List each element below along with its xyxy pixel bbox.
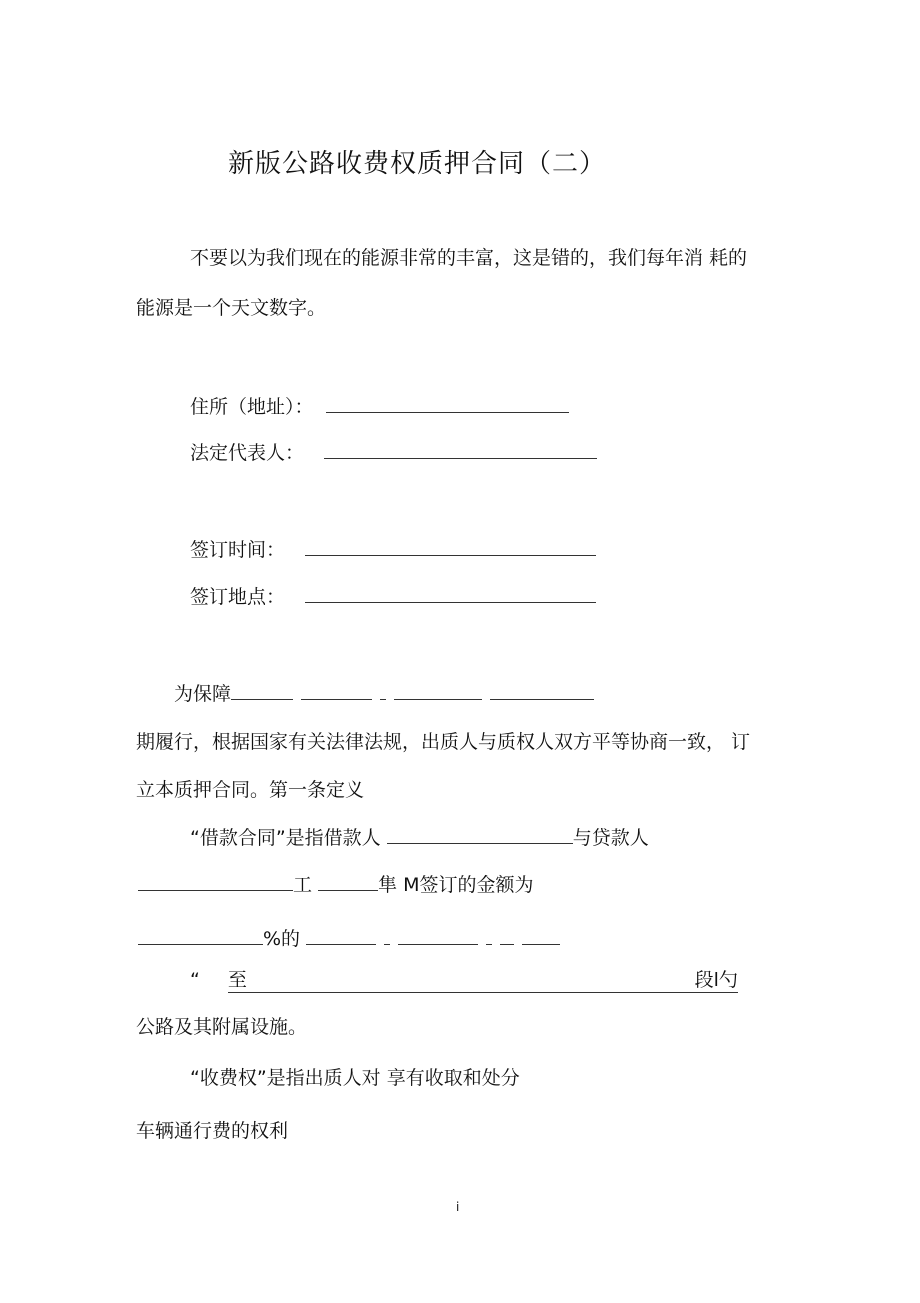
road-section-blank <box>228 968 738 993</box>
blank <box>384 926 390 945</box>
body-line-8: 公路及其附属设施。 <box>136 1016 308 1038</box>
text: 与贷款人 <box>572 827 649 849</box>
body-line-5 <box>138 872 534 897</box>
intro-line-2: 能源是一个天文数字。 <box>136 297 327 319</box>
address-label: 住所（地址）： <box>190 396 314 418</box>
address-blank <box>326 394 569 413</box>
body-line-6 <box>138 926 560 951</box>
document-title: 新版公路收费权质押合同（二） <box>228 149 607 179</box>
sign-place-label: 签订地点： <box>190 586 286 608</box>
blank <box>138 926 263 945</box>
blank <box>500 926 514 945</box>
blank <box>486 926 492 945</box>
body-line-7 <box>190 968 738 993</box>
text: “借款合同”是指借款人 <box>190 827 381 849</box>
blank <box>380 681 386 700</box>
blank <box>306 926 376 945</box>
sign-time-blank <box>305 537 596 556</box>
borrower-blank <box>387 825 573 844</box>
blank <box>522 926 560 945</box>
blank <box>138 872 293 891</box>
body-line-10: 车辆通行费的权利 <box>136 1120 289 1142</box>
text: 为保障 <box>174 683 232 705</box>
page-number: i <box>456 1200 460 1214</box>
body-line-2: 期履行，根据国家有关法律法规，出质人与质权人双方平等协商一致， 订 <box>136 731 751 753</box>
legal-rep-blank <box>324 440 597 459</box>
blank <box>231 681 293 700</box>
text: 工 <box>293 874 313 896</box>
body-line-3: 立本质押合同。第一条定义 <box>136 779 365 801</box>
sign-place-field <box>190 584 596 609</box>
body-line-9: “收费权”是指出质人对 享有收取和处分 <box>190 1067 520 1089</box>
sign-place-blank <box>305 584 596 603</box>
blank <box>318 872 378 891</box>
legal-rep-label: 法定代表人： <box>190 442 305 464</box>
sign-time-label: 签订时间： <box>190 539 286 561</box>
body-line-1 <box>174 681 594 706</box>
blank <box>490 681 594 700</box>
text: “ <box>190 969 200 991</box>
text: %的 <box>263 928 301 950</box>
text: 隼 M签订的金额为 <box>378 874 534 896</box>
address-field <box>190 394 569 419</box>
blank <box>398 926 478 945</box>
text: 段l勺 <box>694 969 738 991</box>
intro-line-1: 不要以为我们现在的能源非常的丰富，这是错的，我们每年消 耗的 <box>190 247 748 269</box>
text: 至 <box>227 969 247 991</box>
sign-time-field <box>190 537 596 562</box>
blank <box>394 681 482 700</box>
body-line-4 <box>190 825 649 850</box>
blank <box>301 681 372 700</box>
legal-rep-field <box>190 440 597 465</box>
